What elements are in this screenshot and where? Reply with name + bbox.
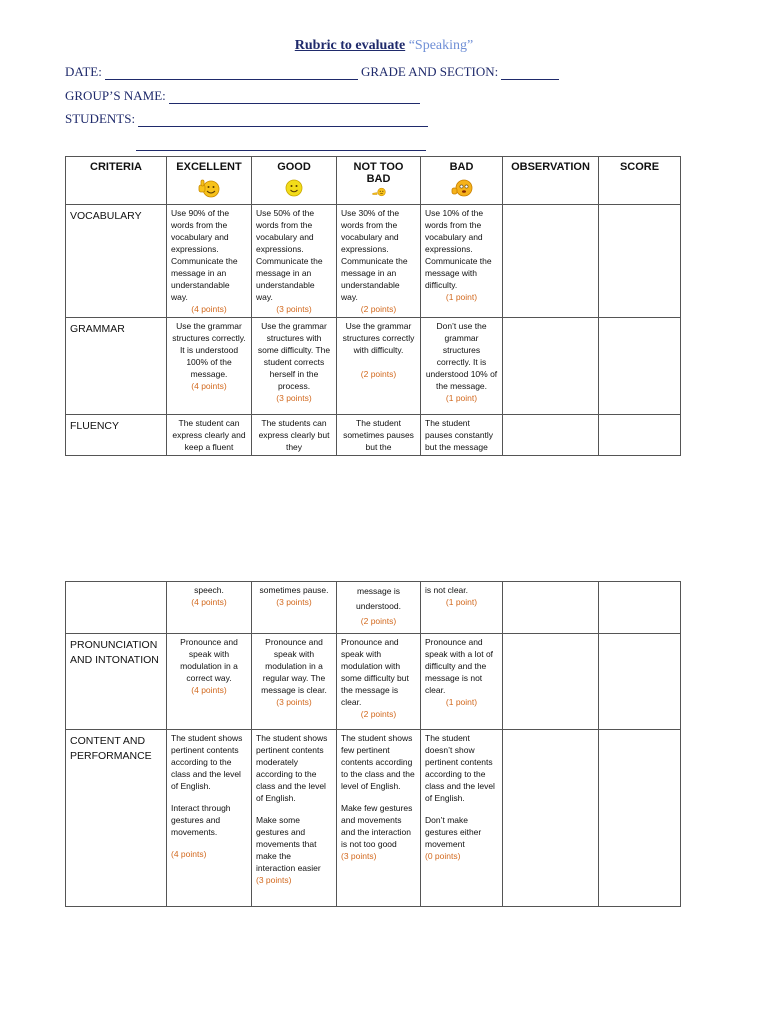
students-line-2[interactable] bbox=[136, 138, 426, 151]
criteria-fluency-continued bbox=[66, 582, 167, 634]
grammar-bad-cell: Don’t use the grammar structures correctly. It is understood 10% of the message. (1 point) bbox=[421, 318, 503, 415]
fluency-excellent-cell: The student can express clearly and keep a fluent bbox=[167, 415, 252, 456]
grammar-score-cell[interactable] bbox=[599, 318, 681, 415]
criteria-content: CONTENT AND PERFORMANCE bbox=[66, 730, 167, 907]
students-line[interactable] bbox=[138, 114, 428, 127]
document-title bbox=[0, 38, 768, 54]
vocabulary-good-cell: Use 50% of the words from the vocabulary and expressions. Communicate the message in an understandable way. (3 points) bbox=[252, 205, 337, 318]
grade-line[interactable] bbox=[501, 67, 559, 80]
header-not-too-bad: NOT TOO BAD bbox=[337, 157, 421, 205]
students-field[interactable] bbox=[65, 111, 428, 127]
header-good: GOOD bbox=[252, 157, 337, 205]
students-label: STUDENTS: bbox=[65, 111, 136, 126]
date-line[interactable] bbox=[105, 67, 358, 80]
content-not-too-bad-cell: The student shows few pertinent contents according to the class and the level of English. Make few gestures and movements and the interaction is not too good (3 points) bbox=[337, 730, 421, 907]
fluency-observation-cell-continued[interactable] bbox=[503, 582, 599, 634]
vocabulary-score-cell[interactable] bbox=[599, 205, 681, 318]
criteria-vocabulary: VOCABULARY bbox=[66, 205, 167, 318]
criteria-pronunciation: PRONUNCIATION AND INTONATION bbox=[66, 634, 167, 730]
table-row-grammar bbox=[66, 318, 681, 415]
pronunciation-good-cell: Pronounce and speak with modulation in a regular way. The message is clear. (3 points) bbox=[252, 634, 337, 730]
content-good-cell: The student shows pertinent contents moderately according to the class and the level of English. Make some gestures and movements that make the interaction easier (3 points) bbox=[252, 730, 337, 907]
worried-smiley-icon bbox=[449, 177, 475, 199]
header-criteria: CRITERIA bbox=[66, 157, 167, 205]
vocabulary-excellent-cell: Use 90% of the words from the vocabulary and expressions. Communicate the message in an understandable way. (4 points) bbox=[167, 205, 252, 318]
date-label: DATE: bbox=[65, 64, 102, 79]
fluency-score-cell-continued[interactable] bbox=[599, 582, 681, 634]
criteria-grammar: GRAMMAR bbox=[66, 318, 167, 415]
pronunciation-observation-cell[interactable] bbox=[503, 634, 599, 730]
fluency-good-cell: The students can express clearly but they bbox=[252, 415, 337, 456]
rubric-table-page-2 bbox=[65, 581, 681, 907]
group-label: GROUP’S NAME: bbox=[65, 88, 166, 103]
fluency-bad-cell: The student pauses constantly but the message bbox=[421, 415, 503, 456]
table-row-fluency-continued bbox=[66, 582, 681, 634]
vocabulary-not-too-bad-cell: Use 30% of the words from the vocabulary and expressions. Communicate the message in an understandable way. (2 points) bbox=[337, 205, 421, 318]
fluency-good-cell-continued: sometimes pause. (3 points) bbox=[252, 582, 337, 634]
grammar-excellent-cell: Use the grammar structures correctly. It is understood 100% of the message. (4 points) bbox=[167, 318, 252, 415]
header-row bbox=[66, 157, 681, 205]
pronunciation-bad-cell: Pronounce and speak with a lot of difficulty and the message is not clear. (1 point) bbox=[421, 634, 503, 730]
header-excellent: EXCELLENT bbox=[167, 157, 252, 205]
content-observation-cell[interactable] bbox=[503, 730, 599, 907]
header-score: SCORE bbox=[599, 157, 681, 205]
rubric-table-page-1 bbox=[65, 156, 681, 456]
vocabulary-observation-cell[interactable] bbox=[503, 205, 599, 318]
grammar-observation-cell[interactable] bbox=[503, 318, 599, 415]
students-extra-line-field[interactable] bbox=[136, 135, 426, 151]
grammar-not-too-bad-cell: Use the grammar structures correctly with difficulty. (2 points) bbox=[337, 318, 421, 415]
content-score-cell[interactable] bbox=[599, 730, 681, 907]
fluency-not-too-bad-cell-continued: message is understood. (2 points) bbox=[337, 582, 421, 634]
pronunciation-excellent-cell: Pronounce and speak with modulation in a correct way. (4 points) bbox=[167, 634, 252, 730]
group-field[interactable] bbox=[65, 88, 420, 104]
fluency-score-cell[interactable] bbox=[599, 415, 681, 456]
fluency-observation-cell[interactable] bbox=[503, 415, 599, 456]
title-quoted: “Speaking” bbox=[408, 38, 474, 53]
pronunciation-not-too-bad-cell: Pronounce and speak with modulation with some difficulty but the message is clear. (2 points) bbox=[337, 634, 421, 730]
header-observation: OBSERVATION bbox=[503, 157, 599, 205]
title-main: Rubric to evaluate bbox=[294, 38, 406, 53]
pointing-smiley-icon bbox=[367, 185, 391, 199]
fluency-excellent-cell-continued: speech. (4 points) bbox=[167, 582, 252, 634]
pronunciation-score-cell[interactable] bbox=[599, 634, 681, 730]
date-field[interactable] bbox=[65, 64, 358, 80]
vocabulary-bad-cell: Use 10% of the words from the vocabulary and expressions. Communicate the message with difficulty. (1 point) bbox=[421, 205, 503, 318]
thumbs-up-smiley-icon bbox=[196, 177, 222, 199]
criteria-fluency: FLUENCY bbox=[66, 415, 167, 456]
grammar-good-cell: Use the grammar structures with some difficulty. The student corrects herself in the process. (3 points) bbox=[252, 318, 337, 415]
group-line[interactable] bbox=[169, 91, 420, 104]
smiley-face-icon bbox=[281, 177, 307, 199]
table-row-content bbox=[66, 730, 681, 907]
grade-field[interactable] bbox=[361, 64, 559, 80]
grade-label: GRADE AND SECTION: bbox=[361, 64, 499, 79]
header-bad: BAD bbox=[421, 157, 503, 205]
table-row-pronunciation bbox=[66, 634, 681, 730]
fluency-bad-cell-continued: is not clear. (1 point) bbox=[421, 582, 503, 634]
table-row-fluency bbox=[66, 415, 681, 456]
fluency-not-too-bad-cell: The student sometimes pauses but the bbox=[337, 415, 421, 456]
content-excellent-cell: The student shows pertinent contents according to the class and the level of English. Interact through gestures and movements. (4 points) bbox=[167, 730, 252, 907]
content-bad-cell: The student doesn’t show pertinent contents according to the class and the level of English. Don’t make gestures either movement (0 points) bbox=[421, 730, 503, 907]
table-row-vocabulary bbox=[66, 205, 681, 318]
